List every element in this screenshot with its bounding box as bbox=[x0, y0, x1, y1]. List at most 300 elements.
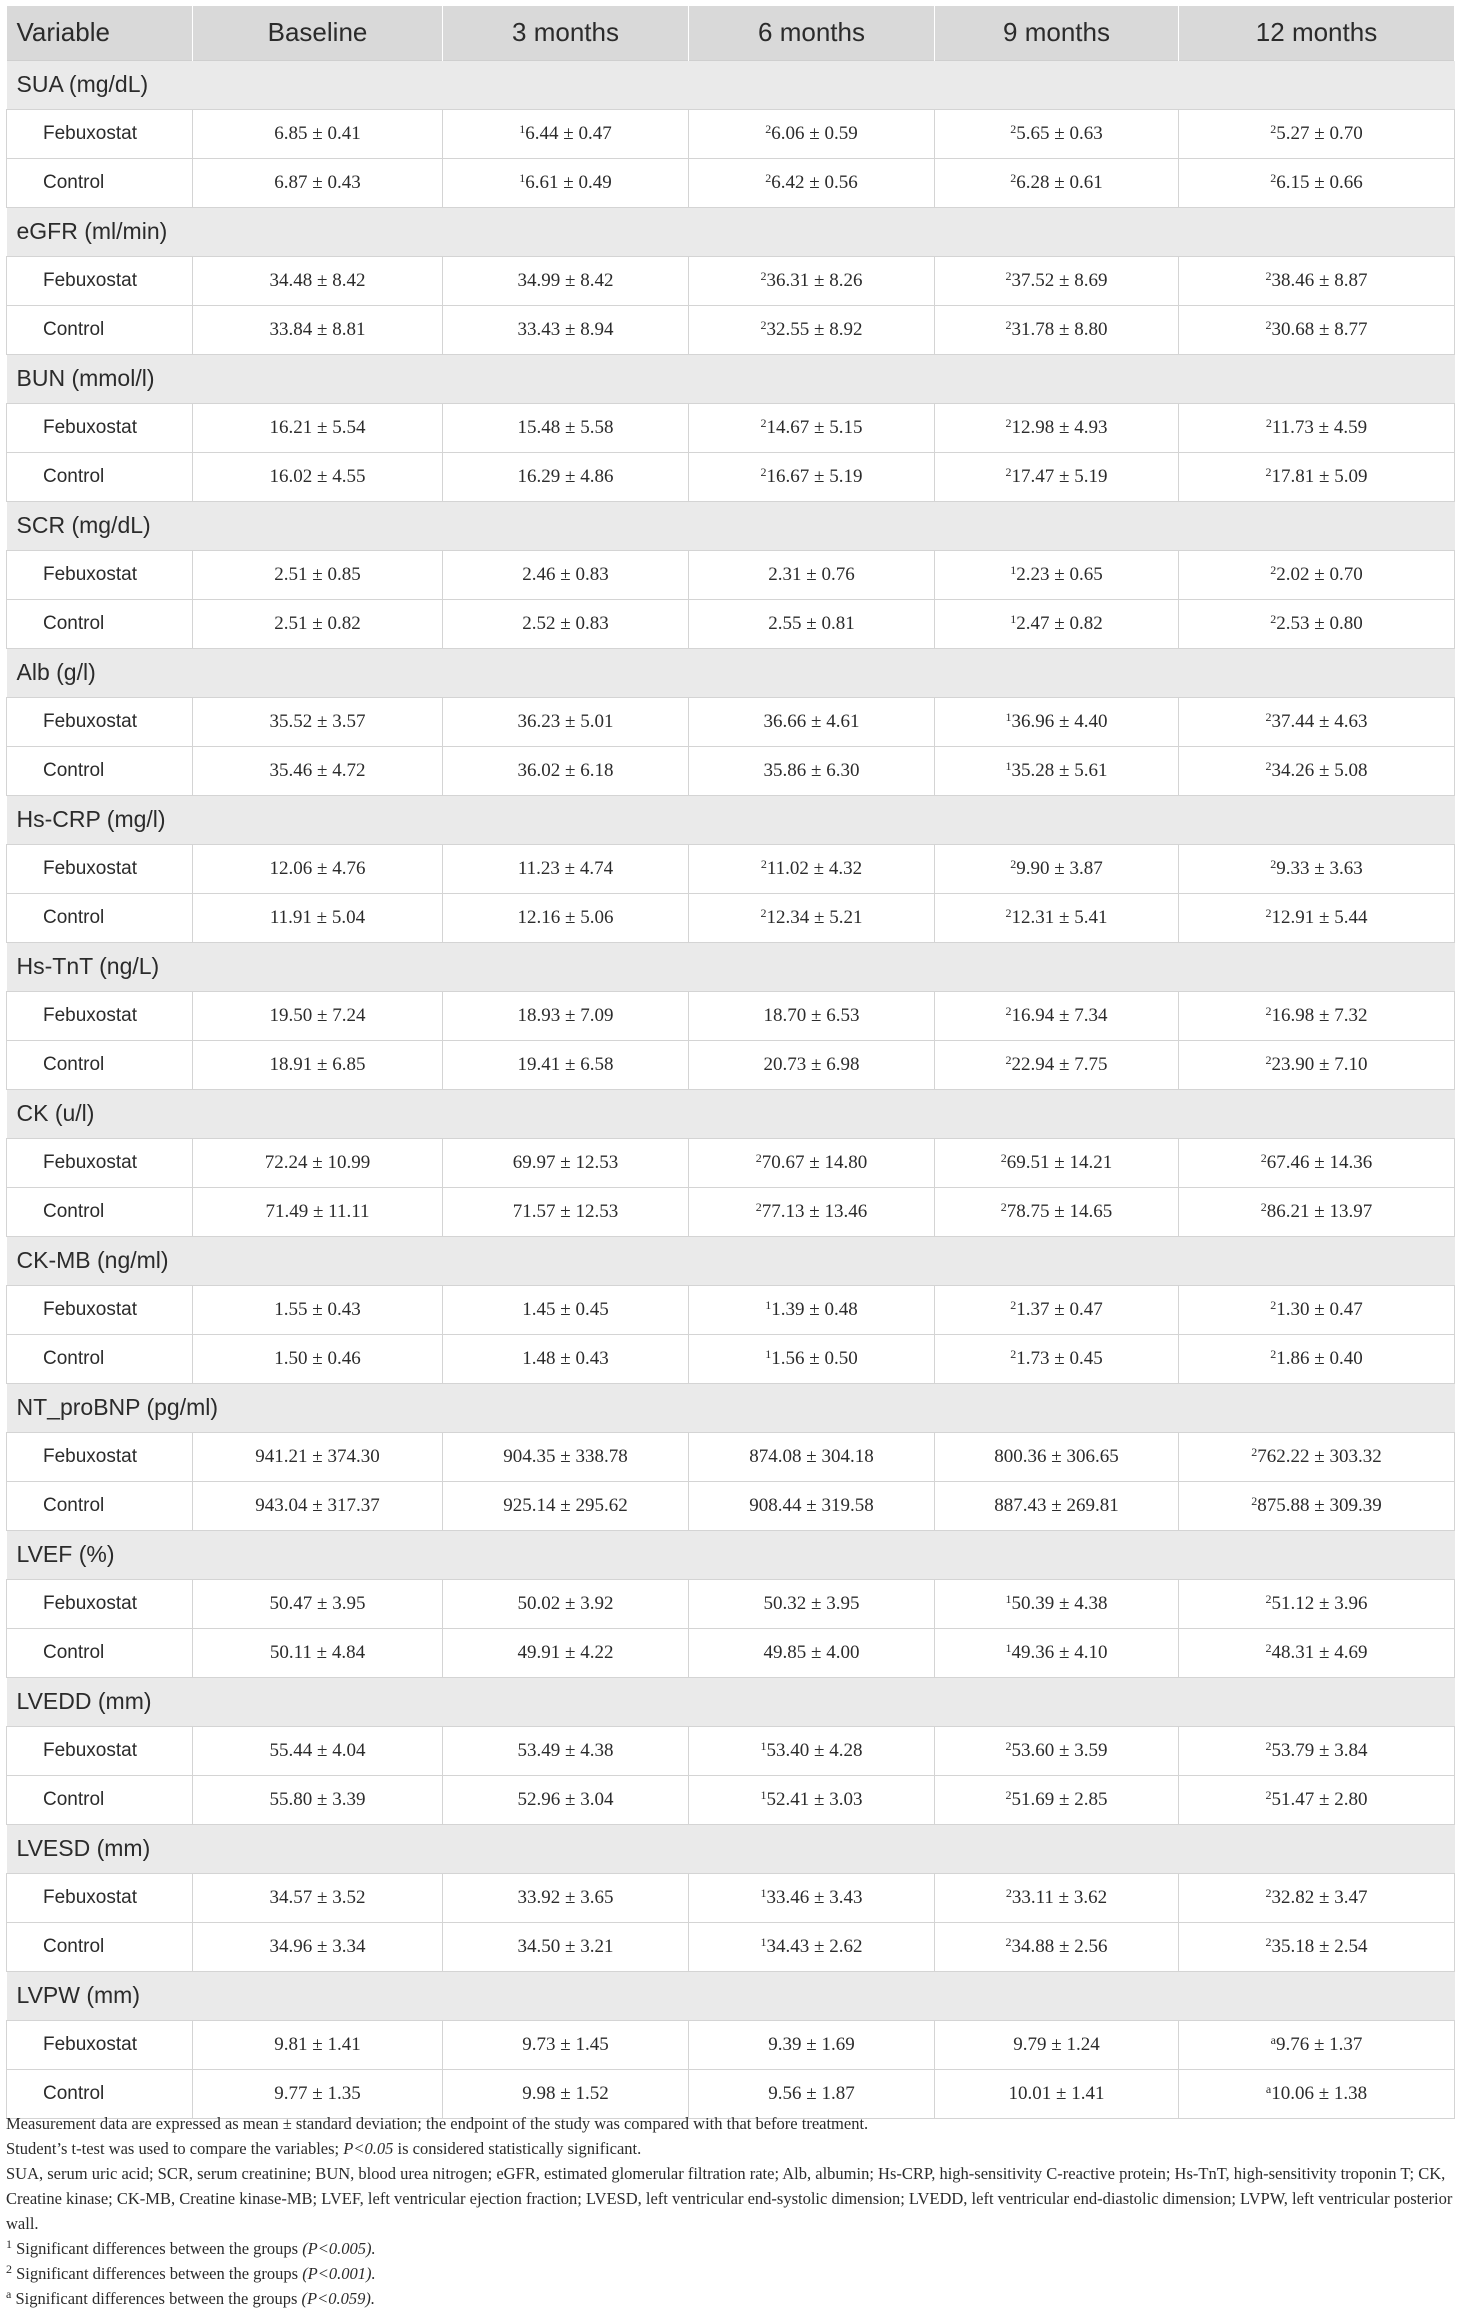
significance-marker: 2 bbox=[765, 170, 772, 185]
section-title: Alb (g/l) bbox=[7, 648, 1455, 697]
value-text: 50.47 ± 3.95 bbox=[269, 1592, 366, 1614]
value-text: 53.49 ± 4.38 bbox=[517, 1739, 614, 1761]
table-row bbox=[7, 1628, 1455, 1677]
value-text: 1.45 ± 0.45 bbox=[522, 1298, 609, 1320]
value-cell bbox=[193, 1922, 443, 1971]
value-text: 16.02 ± 4.55 bbox=[269, 465, 366, 487]
significance-marker: 2 bbox=[1005, 905, 1012, 920]
value-text: 2.55 ± 0.81 bbox=[768, 612, 855, 634]
value-text: 800.36 ± 306.65 bbox=[994, 1445, 1119, 1467]
value-cell bbox=[443, 1481, 689, 1530]
value-text: 2.51 ± 0.82 bbox=[274, 612, 361, 634]
section-title: CK (u/l) bbox=[7, 1089, 1455, 1138]
value-text: 33.11 ± 3.62 bbox=[1011, 1886, 1108, 1908]
value-text: 35.52 ± 3.57 bbox=[269, 710, 366, 732]
value-text: 1.37 ± 0.47 bbox=[1016, 1298, 1103, 1320]
value-text: 9.56 ± 1.87 bbox=[768, 2082, 855, 2104]
value-text: 17.81 ± 5.09 bbox=[1271, 465, 1368, 487]
value-cell bbox=[443, 991, 689, 1040]
value-cell bbox=[193, 1726, 443, 1775]
value-cell bbox=[935, 452, 1179, 501]
table-row bbox=[7, 1187, 1455, 1236]
value-text: 38.46 ± 8.87 bbox=[1271, 269, 1368, 291]
value-text: 67.46 ± 14.36 bbox=[1266, 1151, 1373, 1173]
significance-marker: 2 bbox=[1005, 268, 1012, 283]
section-title: NT_proBNP (pg/ml) bbox=[7, 1383, 1455, 1432]
group-label: Control bbox=[7, 158, 193, 207]
value-cell bbox=[1179, 1775, 1455, 1824]
group-label: Control bbox=[7, 1040, 193, 1089]
footnote-measurement: Measurement data are expressed as mean ± standard deviation; the endpoint of the study was compared with that before treatment. bbox=[6, 2114, 869, 2133]
section-row bbox=[7, 1677, 1455, 1726]
value-text: 2.02 ± 0.70 bbox=[1276, 563, 1363, 585]
value-text: 2.51 ± 0.85 bbox=[274, 563, 361, 585]
group-label: Control bbox=[7, 1775, 193, 1824]
value-text: 16.67 ± 5.19 bbox=[766, 465, 863, 487]
value-cell bbox=[443, 1138, 689, 1187]
significance-marker: 2 bbox=[1260, 1150, 1267, 1165]
value-cell bbox=[935, 1922, 1179, 1971]
table-row bbox=[7, 452, 1455, 501]
value-text: 6.06 ± 0.59 bbox=[771, 122, 858, 144]
significance-marker: 2 bbox=[1005, 1885, 1012, 1900]
section-title: LVESD (mm) bbox=[7, 1824, 1455, 1873]
value-text: 12.91 ± 5.44 bbox=[1271, 906, 1368, 928]
value-text: 36.66 ± 4.61 bbox=[763, 710, 860, 732]
value-cell bbox=[689, 1187, 935, 1236]
footnote-significance-2: $^2$ Significant differences between the groups (P<0.001). bbox=[6, 2262, 376, 2283]
value-cell bbox=[443, 2020, 689, 2069]
value-cell bbox=[1179, 256, 1455, 305]
value-cell bbox=[689, 1579, 935, 1628]
value-text: 71.57 ± 12.53 bbox=[512, 1200, 619, 1222]
significance-marker: 2 bbox=[1000, 1199, 1007, 1214]
value-cell bbox=[443, 256, 689, 305]
value-cell bbox=[1179, 452, 1455, 501]
value-cell bbox=[935, 1726, 1179, 1775]
significance-marker: 2 bbox=[1265, 1934, 1272, 1949]
value-text: 34.26 ± 5.08 bbox=[1271, 759, 1368, 781]
value-text: 36.02 ± 6.18 bbox=[517, 759, 614, 781]
value-cell bbox=[1179, 599, 1455, 648]
value-cell bbox=[1179, 844, 1455, 893]
value-cell bbox=[193, 991, 443, 1040]
value-text: 6.15 ± 0.66 bbox=[1276, 171, 1363, 193]
value-cell bbox=[193, 1775, 443, 1824]
value-cell bbox=[193, 1481, 443, 1530]
group-label: Control bbox=[7, 452, 193, 501]
value-cell bbox=[1179, 1334, 1455, 1383]
group-label: Febuxostat bbox=[7, 1579, 193, 1628]
value-text: 904.35 ± 338.78 bbox=[503, 1445, 628, 1467]
group-label: Control bbox=[7, 2069, 193, 2118]
group-label: Febuxostat bbox=[7, 991, 193, 1040]
group-label: Control bbox=[7, 746, 193, 795]
value-cell bbox=[443, 403, 689, 452]
table-row bbox=[7, 599, 1455, 648]
value-cell bbox=[1179, 1579, 1455, 1628]
significance-marker: 1 bbox=[519, 170, 526, 185]
value-cell bbox=[443, 1873, 689, 1922]
table-row bbox=[7, 1726, 1455, 1775]
value-text: 18.70 ± 6.53 bbox=[763, 1004, 860, 1026]
significance-marker: 2 bbox=[1265, 1591, 1272, 1606]
value-cell bbox=[689, 1481, 935, 1530]
group-label: Febuxostat bbox=[7, 1285, 193, 1334]
table-row bbox=[7, 1775, 1455, 1824]
table-row bbox=[7, 1579, 1455, 1628]
value-text: 1.55 ± 0.43 bbox=[274, 1298, 361, 1320]
value-text: 16.21 ± 5.54 bbox=[269, 416, 366, 438]
value-cell bbox=[689, 1432, 935, 1481]
value-text: 2.23 ± 0.65 bbox=[1016, 563, 1103, 585]
value-cell bbox=[689, 991, 935, 1040]
value-cell bbox=[935, 550, 1179, 599]
value-cell bbox=[193, 1187, 443, 1236]
table-row bbox=[7, 1873, 1455, 1922]
group-label: Febuxostat bbox=[7, 1873, 193, 1922]
value-cell bbox=[935, 991, 1179, 1040]
significance-marker: 2 bbox=[1270, 170, 1277, 185]
significance-marker: 2 bbox=[1265, 1640, 1272, 1655]
value-text: 35.28 ± 5.61 bbox=[1011, 759, 1108, 781]
significance-marker: 2 bbox=[1010, 121, 1017, 136]
value-cell bbox=[193, 1579, 443, 1628]
significance-marker: 2 bbox=[1005, 1003, 1012, 1018]
value-text: 53.40 ± 4.28 bbox=[766, 1739, 863, 1761]
value-text: 23.90 ± 7.10 bbox=[1271, 1053, 1368, 1075]
value-cell bbox=[193, 893, 443, 942]
value-text: 69.97 ± 12.53 bbox=[512, 1151, 619, 1173]
value-cell bbox=[443, 305, 689, 354]
significance-marker: 2 bbox=[1270, 856, 1277, 871]
value-cell bbox=[1179, 697, 1455, 746]
value-cell bbox=[935, 893, 1179, 942]
table-row bbox=[7, 1432, 1455, 1481]
group-label: Control bbox=[7, 1628, 193, 1677]
value-cell bbox=[689, 1775, 935, 1824]
value-text: 34.50 ± 3.21 bbox=[517, 1935, 614, 1957]
value-cell bbox=[1179, 305, 1455, 354]
value-text: 2.31 ± 0.76 bbox=[768, 563, 855, 585]
section-row bbox=[7, 1383, 1455, 1432]
significance-marker: 2 bbox=[1270, 121, 1277, 136]
value-cell bbox=[689, 1922, 935, 1971]
value-text: 70.67 ± 14.80 bbox=[761, 1151, 868, 1173]
significance-marker: 1 bbox=[519, 121, 526, 136]
value-text: 33.84 ± 8.81 bbox=[269, 318, 366, 340]
value-text: 37.52 ± 8.69 bbox=[1011, 269, 1108, 291]
section-row bbox=[7, 207, 1455, 256]
value-cell bbox=[1179, 893, 1455, 942]
value-text: 6.42 ± 0.56 bbox=[771, 171, 858, 193]
value-text: 49.36 ± 4.10 bbox=[1011, 1641, 1108, 1663]
value-text: 9.81 ± 1.41 bbox=[274, 2033, 361, 2055]
significance-marker: 2 bbox=[760, 464, 767, 479]
section-title: LVPW (mm) bbox=[7, 1971, 1455, 2020]
value-cell bbox=[193, 697, 443, 746]
value-cell bbox=[935, 158, 1179, 207]
value-cell bbox=[193, 1040, 443, 1089]
table-row bbox=[7, 403, 1455, 452]
value-text: 1.73 ± 0.45 bbox=[1016, 1347, 1103, 1369]
value-cell bbox=[443, 550, 689, 599]
value-text: 32.55 ± 8.92 bbox=[766, 318, 863, 340]
section-row bbox=[7, 501, 1455, 550]
value-text: 9.90 ± 3.87 bbox=[1016, 857, 1103, 879]
section-row bbox=[7, 1971, 1455, 2020]
value-text: 941.21 ± 374.30 bbox=[255, 1445, 380, 1467]
value-cell bbox=[935, 305, 1179, 354]
value-text: 12.16 ± 5.06 bbox=[517, 906, 614, 928]
significance-marker: 2 bbox=[1251, 1493, 1258, 1508]
value-cell bbox=[1179, 1432, 1455, 1481]
value-cell bbox=[935, 1138, 1179, 1187]
significance-marker: 2 bbox=[1265, 709, 1272, 724]
value-cell bbox=[689, 1138, 935, 1187]
value-text: 50.39 ± 4.38 bbox=[1011, 1592, 1108, 1614]
value-text: 11.23 ± 4.74 bbox=[517, 857, 614, 879]
value-cell bbox=[193, 109, 443, 158]
value-cell bbox=[443, 1726, 689, 1775]
value-text: 49.85 ± 4.00 bbox=[763, 1641, 860, 1663]
value-text: 11.73 ± 4.59 bbox=[1271, 416, 1368, 438]
value-text: 1.56 ± 0.50 bbox=[771, 1347, 858, 1369]
group-label: Febuxostat bbox=[7, 256, 193, 305]
value-text: 50.32 ± 3.95 bbox=[763, 1592, 860, 1614]
value-text: 9.98 ± 1.52 bbox=[522, 2082, 609, 2104]
value-text: 35.46 ± 4.72 bbox=[269, 759, 366, 781]
value-cell bbox=[1179, 1138, 1455, 1187]
value-text: 34.43 ± 2.62 bbox=[766, 1935, 863, 1957]
table-row bbox=[7, 256, 1455, 305]
value-cell bbox=[689, 746, 935, 795]
value-cell bbox=[443, 1432, 689, 1481]
significance-marker: 2 bbox=[1005, 1934, 1012, 1949]
table-row bbox=[7, 1285, 1455, 1334]
significance-marker: 2 bbox=[1010, 170, 1017, 185]
value-cell bbox=[1179, 1922, 1455, 1971]
section-row bbox=[7, 942, 1455, 991]
value-text: 6.44 ± 0.47 bbox=[525, 122, 612, 144]
group-label: Febuxostat bbox=[7, 1726, 193, 1775]
value-text: 10.06 ± 1.38 bbox=[1271, 2082, 1368, 2104]
significance-marker: 2 bbox=[1265, 1738, 1272, 1753]
value-cell bbox=[689, 599, 935, 648]
value-text: 18.91 ± 6.85 bbox=[269, 1053, 366, 1075]
value-text: 12.34 ± 5.21 bbox=[766, 906, 863, 928]
section-row bbox=[7, 648, 1455, 697]
value-text: 12.98 ± 4.93 bbox=[1011, 416, 1108, 438]
value-text: 71.49 ± 11.11 bbox=[265, 1200, 370, 1222]
value-cell bbox=[689, 1628, 935, 1677]
value-text: 6.85 ± 0.41 bbox=[274, 122, 361, 144]
section-row bbox=[7, 1530, 1455, 1579]
group-label: Febuxostat bbox=[7, 1138, 193, 1187]
table-footnotes bbox=[6, 2111, 1454, 2311]
value-text: 17.47 ± 5.19 bbox=[1011, 465, 1108, 487]
value-cell bbox=[193, 844, 443, 893]
group-label: Control bbox=[7, 1187, 193, 1236]
value-cell bbox=[689, 893, 935, 942]
significance-marker: 2 bbox=[1270, 562, 1277, 577]
value-text: 1.50 ± 0.46 bbox=[274, 1347, 361, 1369]
value-text: 874.08 ± 304.18 bbox=[749, 1445, 874, 1467]
group-label: Febuxostat bbox=[7, 550, 193, 599]
value-cell bbox=[689, 1726, 935, 1775]
value-cell bbox=[689, 1873, 935, 1922]
section-row bbox=[7, 1089, 1455, 1138]
table-row bbox=[7, 746, 1455, 795]
section-title: eGFR (ml/min) bbox=[7, 207, 1455, 256]
significance-marker: 2 bbox=[1265, 1052, 1272, 1067]
value-cell bbox=[935, 1040, 1179, 1089]
value-cell bbox=[443, 1040, 689, 1089]
significance-marker: 1 bbox=[760, 1885, 767, 1900]
value-cell bbox=[689, 1040, 935, 1089]
value-cell bbox=[193, 305, 443, 354]
value-cell bbox=[1179, 991, 1455, 1040]
significance-marker: 2 bbox=[760, 856, 767, 871]
footnote-significance-1: $^1$ Significant differences between the groups (P<0.005). bbox=[6, 2237, 376, 2258]
value-text: 2.47 ± 0.82 bbox=[1016, 612, 1103, 634]
significance-marker: 2 bbox=[1270, 611, 1277, 626]
value-cell bbox=[689, 1334, 935, 1383]
value-text: 36.23 ± 5.01 bbox=[517, 710, 614, 732]
significance-marker: 2 bbox=[1270, 1297, 1277, 1312]
value-cell bbox=[193, 1628, 443, 1677]
group-label: Febuxostat bbox=[7, 2020, 193, 2069]
value-text: 18.93 ± 7.09 bbox=[517, 1004, 614, 1026]
value-cell bbox=[193, 158, 443, 207]
value-cell bbox=[1179, 1481, 1455, 1530]
value-text: 51.47 ± 2.80 bbox=[1271, 1788, 1368, 1810]
significance-marker: 2 bbox=[1265, 1003, 1272, 1018]
value-text: 78.75 ± 14.65 bbox=[1006, 1200, 1113, 1222]
value-text: 2.52 ± 0.83 bbox=[522, 612, 609, 634]
table-row bbox=[7, 1481, 1455, 1530]
value-text: 31.78 ± 8.80 bbox=[1011, 318, 1108, 340]
value-cell bbox=[935, 1334, 1179, 1383]
table-row bbox=[7, 158, 1455, 207]
group-label: Febuxostat bbox=[7, 403, 193, 452]
value-text: 19.50 ± 7.24 bbox=[269, 1004, 366, 1026]
value-text: 6.61 ± 0.49 bbox=[525, 171, 612, 193]
value-text: 908.44 ± 319.58 bbox=[749, 1494, 874, 1516]
value-cell bbox=[193, 452, 443, 501]
value-cell bbox=[193, 256, 443, 305]
column-header: Baseline bbox=[193, 6, 443, 60]
table-row bbox=[7, 893, 1455, 942]
significance-marker: 2 bbox=[1265, 268, 1272, 283]
value-cell bbox=[193, 550, 443, 599]
significance-marker: 1 bbox=[1010, 562, 1017, 577]
value-cell bbox=[689, 403, 935, 452]
value-text: 34.48 ± 8.42 bbox=[269, 269, 366, 291]
value-text: 2.46 ± 0.83 bbox=[522, 563, 609, 585]
value-cell bbox=[193, 746, 443, 795]
table-row bbox=[7, 1334, 1455, 1383]
value-cell bbox=[935, 599, 1179, 648]
significance-marker: 2 bbox=[1005, 1738, 1012, 1753]
significance-marker: 2 bbox=[1265, 1885, 1272, 1900]
significance-marker: 2 bbox=[755, 1150, 762, 1165]
table-body bbox=[7, 60, 1455, 2118]
group-label: Control bbox=[7, 893, 193, 942]
value-text: 53.79 ± 3.84 bbox=[1271, 1739, 1368, 1761]
value-text: 35.18 ± 2.54 bbox=[1271, 1935, 1368, 1957]
value-cell bbox=[689, 1285, 935, 1334]
value-cell bbox=[689, 844, 935, 893]
group-label: Febuxostat bbox=[7, 697, 193, 746]
value-cell bbox=[193, 1334, 443, 1383]
value-text: 52.41 ± 3.03 bbox=[766, 1788, 863, 1810]
section-title: Hs-TnT (ng/L) bbox=[7, 942, 1455, 991]
footnote-statistics: Student’s t-test was used to compare the variables; P<0.05 is considered statistically significant. bbox=[6, 2139, 642, 2158]
value-cell bbox=[935, 2020, 1179, 2069]
table-row bbox=[7, 1138, 1455, 1187]
section-title: CK-MB (ng/ml) bbox=[7, 1236, 1455, 1285]
value-cell bbox=[443, 109, 689, 158]
value-text: 15.48 ± 5.58 bbox=[517, 416, 614, 438]
table-row bbox=[7, 991, 1455, 1040]
value-cell bbox=[1179, 403, 1455, 452]
footnote-abbreviations: SUA, serum uric acid; SCR, serum creatinine; BUN, blood urea nitrogen; eGFR, estimated glomerular filtration rate; Alb, albumin; Hs-CRP, high-sensitivity C-reactive protein; Hs-TnT, high-sensitivity troponin T; CK, Creatine kinase; CK-MB, Creatine kinase-MB; LVEF, left ventricular ejection fraction; LVESD, left ventricular end-systolic dimension; LVEDD, left ventricular end-diastolic dimension; LVPW, left ventricular posterior wall. bbox=[6, 2164, 1453, 2233]
value-text: 55.80 ± 3.39 bbox=[269, 1788, 366, 1810]
value-cell bbox=[689, 109, 935, 158]
value-cell bbox=[935, 1187, 1179, 1236]
value-text: 5.27 ± 0.70 bbox=[1276, 122, 1363, 144]
value-text: 943.04 ± 317.37 bbox=[255, 1494, 380, 1516]
value-cell bbox=[935, 1481, 1179, 1530]
value-text: 37.44 ± 4.63 bbox=[1271, 710, 1368, 732]
value-cell bbox=[935, 1579, 1179, 1628]
significance-marker: 2 bbox=[1000, 1150, 1007, 1165]
value-cell bbox=[935, 1873, 1179, 1922]
value-text: 9.39 ± 1.69 bbox=[768, 2033, 855, 2055]
significance-marker: 1 bbox=[760, 1934, 767, 1949]
value-text: 1.39 ± 0.48 bbox=[771, 1298, 858, 1320]
value-cell bbox=[935, 844, 1179, 893]
value-text: 875.88 ± 309.39 bbox=[1257, 1494, 1382, 1516]
value-cell bbox=[935, 697, 1179, 746]
significance-marker: 2 bbox=[1251, 1444, 1258, 1459]
table-row bbox=[7, 844, 1455, 893]
value-cell bbox=[443, 697, 689, 746]
value-text: 22.94 ± 7.75 bbox=[1011, 1053, 1108, 1075]
value-text: 52.96 ± 3.04 bbox=[517, 1788, 614, 1810]
header-row bbox=[7, 6, 1455, 60]
value-text: 6.28 ± 0.61 bbox=[1016, 171, 1103, 193]
value-cell bbox=[193, 1873, 443, 1922]
significance-marker: 2 bbox=[1005, 317, 1012, 332]
value-text: 48.31 ± 4.69 bbox=[1271, 1641, 1368, 1663]
value-cell bbox=[1179, 746, 1455, 795]
value-text: 34.96 ± 3.34 bbox=[269, 1935, 366, 1957]
value-text: 55.44 ± 4.04 bbox=[269, 1739, 366, 1761]
value-text: 49.91 ± 4.22 bbox=[517, 1641, 614, 1663]
value-text: 36.31 ± 8.26 bbox=[766, 269, 863, 291]
value-cell bbox=[935, 403, 1179, 452]
value-text: 5.65 ± 0.63 bbox=[1016, 122, 1103, 144]
significance-marker: a bbox=[1270, 2032, 1276, 2047]
value-cell bbox=[443, 158, 689, 207]
significance-marker: 1 bbox=[1005, 1640, 1012, 1655]
column-header: Variable bbox=[7, 6, 193, 60]
value-cell bbox=[689, 697, 935, 746]
section-row bbox=[7, 354, 1455, 403]
value-text: 12.06 ± 4.76 bbox=[269, 857, 366, 879]
